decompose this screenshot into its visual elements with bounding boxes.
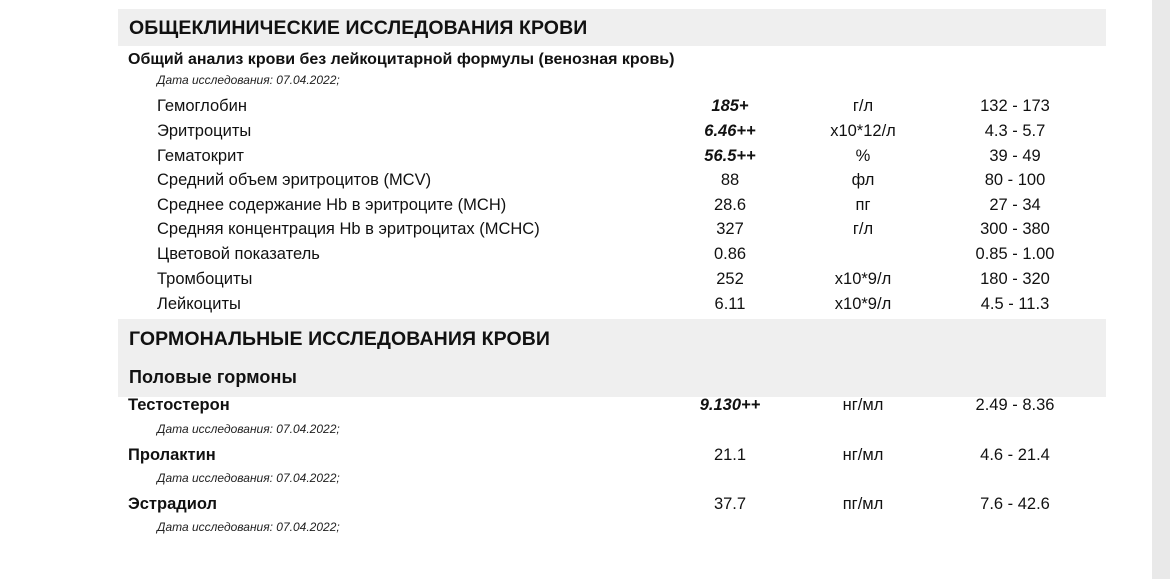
analyte-name: Средняя концентрация Hb в эритроцитах (MCHC) — [157, 220, 540, 238]
result-value: 185+ — [711, 97, 749, 115]
analyte-name: Тестостерон — [128, 396, 230, 414]
analyte-name: Средний объем эритроцитов (MCV) — [157, 171, 432, 189]
analyte-name: Пролактин — [128, 446, 216, 464]
section-header-clinical — [118, 9, 1106, 46]
reference-range: 2.49 - 8.36 — [975, 396, 1055, 414]
result-row — [0, 196, 1152, 220]
result-value: 9.130++ — [699, 396, 761, 414]
analyte-name: Лейкоциты — [157, 295, 241, 313]
reference-range: 180 - 320 — [980, 270, 1050, 288]
test-date-cbc: Дата исследования: 07.04.2022; — [157, 73, 340, 87]
analyte-name: Гематокрит — [157, 147, 244, 165]
result-value: 327 — [716, 220, 744, 238]
reference-range: 300 - 380 — [980, 220, 1050, 238]
analyte-name: Цветовой показатель — [157, 245, 320, 263]
result-row — [0, 245, 1152, 269]
reference-range: 4.3 - 5.7 — [984, 122, 1046, 140]
reference-range: 4.5 - 11.3 — [980, 295, 1050, 313]
result-unit: пг — [855, 196, 871, 214]
reference-range: 27 - 34 — [989, 196, 1041, 214]
result-row — [0, 446, 1152, 470]
result-value: 88 — [720, 171, 740, 189]
reference-range: 80 - 100 — [984, 171, 1046, 189]
result-row — [0, 270, 1152, 294]
section-title-clinical: ОБЩЕКЛИНИЧЕСКИЕ ИССЛЕДОВАНИЯ КРОВИ — [129, 17, 588, 39]
test-date-prolactin: Дата исследования: 07.04.2022; — [157, 471, 340, 485]
group-title-sex-hormones: Половые гормоны — [129, 367, 297, 387]
analyte-name: Тромбоциты — [157, 270, 253, 288]
reference-range: 4.6 - 21.4 — [980, 446, 1050, 464]
result-row — [0, 396, 1152, 420]
reference-range: 132 - 173 — [980, 97, 1050, 115]
result-value: 37.7 — [713, 495, 747, 513]
result-row — [0, 171, 1152, 195]
reference-range: 0.85 - 1.00 — [975, 245, 1055, 263]
result-row — [0, 495, 1152, 519]
test-title-cbc: Общий анализ крови без лейкоцитарной формулы (венозная кровь) — [128, 51, 675, 68]
result-unit: пг/мл — [842, 495, 884, 513]
result-unit: г/л — [852, 97, 874, 115]
result-value: 252 — [716, 270, 744, 288]
reference-range: 39 - 49 — [989, 147, 1041, 165]
reference-range: 7.6 - 42.6 — [980, 495, 1050, 513]
section-header-hormonal — [118, 319, 1106, 397]
test-date-testosterone: Дата исследования: 07.04.2022; — [157, 422, 340, 436]
analyte-name: Среднее содержание Hb в эритроците (MCH) — [157, 196, 507, 214]
result-value: 6.46++ — [704, 122, 756, 140]
analyte-name: Эстрадиол — [128, 495, 218, 513]
analyte-name: Эритроциты — [157, 122, 252, 140]
result-row — [0, 147, 1152, 171]
result-value: 28.6 — [713, 196, 747, 214]
result-value: 0.86 — [713, 245, 747, 263]
result-unit: нг/мл — [842, 396, 884, 414]
result-unit: фл — [851, 171, 875, 189]
result-row — [0, 295, 1152, 319]
result-unit: нг/мл — [842, 446, 884, 464]
result-unit: х10*9/л — [834, 270, 892, 288]
result-unit: х10*9/л — [834, 295, 892, 313]
result-unit: % — [855, 147, 871, 165]
section-title-hormonal: ГОРМОНАЛЬНЫЕ ИССЛЕДОВАНИЯ КРОВИ — [129, 328, 551, 350]
result-unit: г/л — [852, 220, 874, 238]
test-date-estradiol: Дата исследования: 07.04.2022; — [157, 520, 340, 534]
result-row — [0, 220, 1152, 244]
result-value: 21.1 — [713, 446, 747, 464]
result-row — [0, 97, 1152, 121]
result-value: 56.5++ — [704, 147, 756, 165]
analyte-name: Гемоглобин — [157, 97, 247, 115]
result-row — [0, 122, 1152, 146]
result-unit: х10*12/л — [830, 122, 896, 140]
result-value: 6.11 — [714, 295, 746, 313]
